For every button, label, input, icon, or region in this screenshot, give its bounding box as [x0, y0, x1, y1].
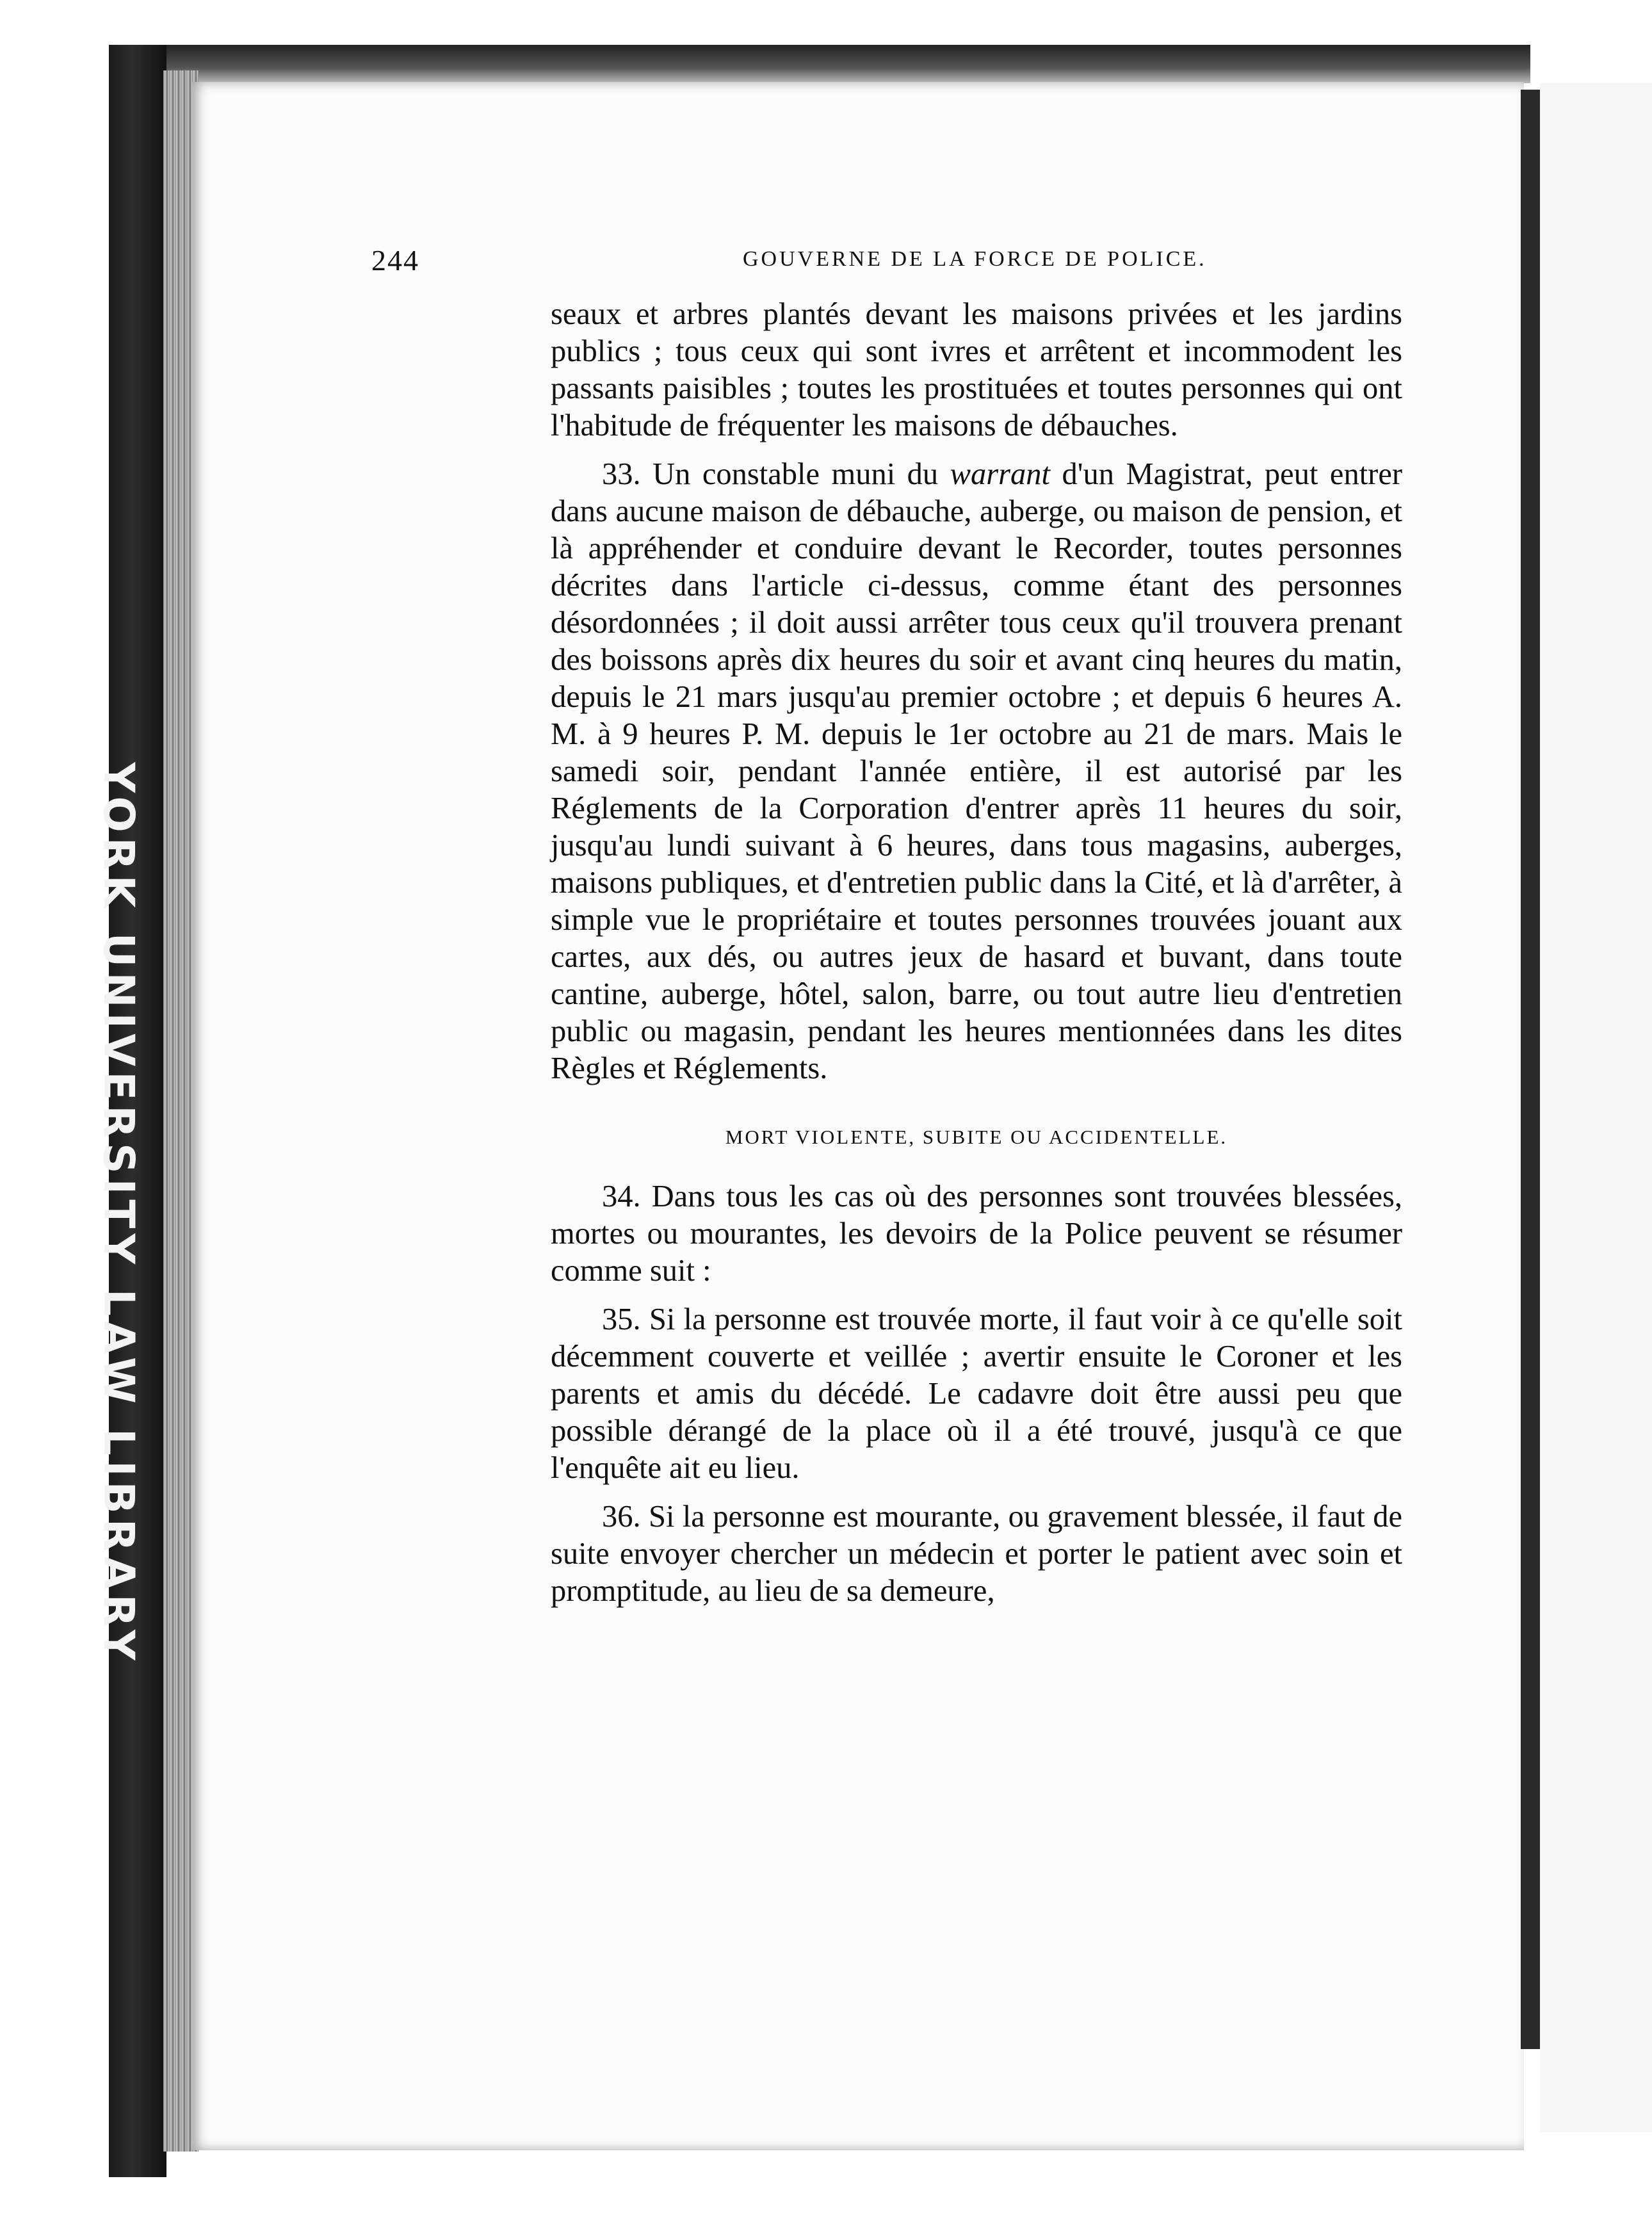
warrant-term: warrant	[950, 457, 1050, 491]
body-text	[551, 296, 1402, 1610]
facing-page	[1540, 83, 1652, 2132]
paragraph-33-start: 33. Un constable muni du	[602, 457, 950, 491]
paragraph-35: 35. Si la personne est trouvée morte, il faut voir à ce qu'elle soit décemment couverte et veillée ; avertir ensuite le Coroner et les parents et amis du décédé. Le cadavre doit être aussi peu que possible dérangé de la place où il a été trouvé, jusqu'à ce que l'enquête ait eu lieu.	[551, 1302, 1402, 1485]
library-spine-label	[86, 761, 150, 1666]
page-header	[371, 243, 1223, 282]
section-heading: MORT VIOLENTE, SUBITE OU ACCIDENTELLE.	[725, 1126, 1228, 1148]
paragraph-34: 34. Dans tous les cas où des personnes sont trouvées blessées, mortes ou mourantes, les devoirs de la Police peuvent se résumer comme suit :	[551, 1179, 1402, 1288]
library-stamp-text: YORK UNIVERSITY LAW LIBRARY	[93, 761, 143, 1666]
paragraph-33-rest: d'un Magistrat, peut entrer dans aucune maison de débauche, auberge, ou maison de pension, et là appréhender et conduire devant le Recorder, toutes personnes décrites dans l'article ci-dessus, comme étant des personnes désordonnées ; il doit aussi arrêter tous ceux qu'il trouvera prenant des boissons après dix heures du soir et avant cinq heures du matin, depuis le 21 mars jusqu'au premier octobre ; et depuis 6 heures A. M. à 9 heures P. M. depuis le 1er octobre au 21 de mars. Mais le samedi soir, pendant l'année entière, il est autorisé par les Réglements de la Corporation d'entrer après 11 heures du soir, jusqu'au lundi suivant à 6 heures, dans tous magasins, auberges, maisons publiques, et d'entretien public dans la Cité, et là d'arrêter, à simple vue le propriétaire et toutes personnes trouvées jouant aux cartes, aux dés, ou autres jeux de hasard et buvant, dans toute cantine, auberge, hôtel, salon, barre, ou tout autre lieu d'entretien public ou magasin, pendant les heures mentionnées dans les dites Règles et Réglements.	[551, 457, 1403, 1085]
facing-page-gutter	[1521, 90, 1540, 2049]
page-number: 244	[371, 244, 419, 277]
paragraph-36: 36. Si la personne est mourante, ou gravement blessée, il faut de suite envoyer chercher un médecin et porter le patient avec soin et promptitude, au lieu de sa demeure,	[551, 1500, 1402, 1608]
running-head: GOUVERNE DE LA FORCE DE POLICE.	[743, 247, 1207, 271]
book-cover-top-edge	[122, 45, 1530, 83]
paragraph-33	[551, 456, 1402, 1087]
paragraph-continuation: seaux et arbres plantés devant les maisons privées et les jardins publics ; tous ceux qui sont ivres et arrêtent et incommodent les passants paisibles ; toutes les prostituées et toutes personnes qui ont l'habitude de fréquenter les maisons de débauches.	[551, 297, 1402, 442]
